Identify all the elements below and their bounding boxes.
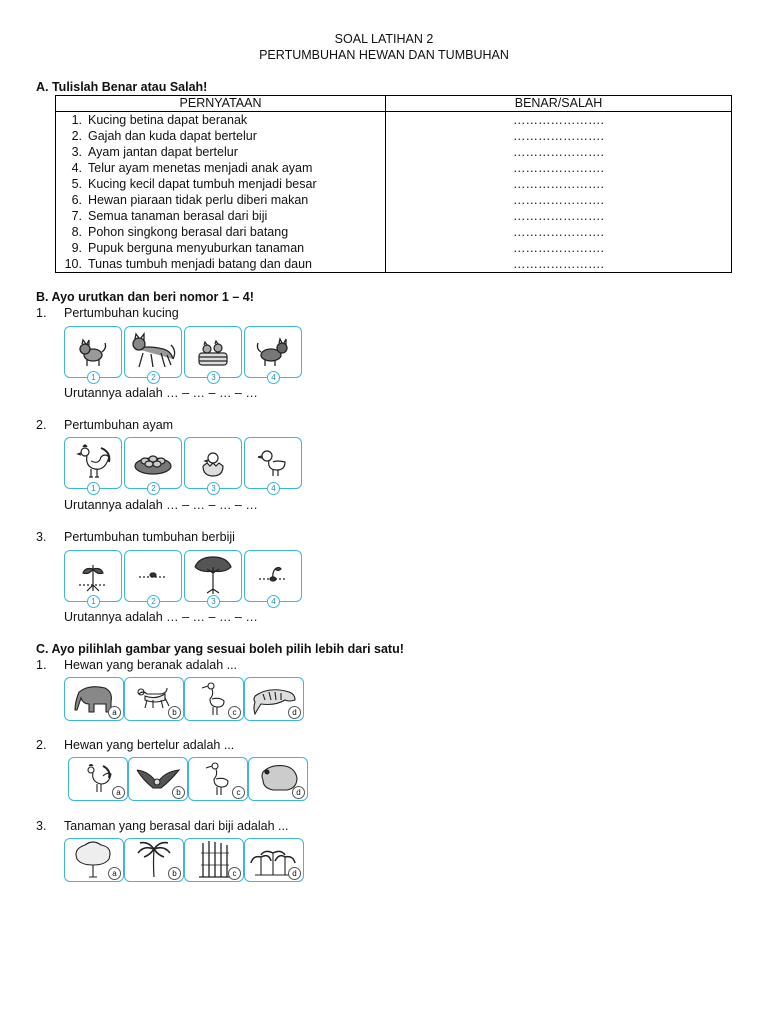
question-c2: 2. Hewan yang bertelur adalah ... — [36, 738, 235, 752]
eggs-nest-icon[interactable] — [124, 437, 182, 493]
section-c-heading: C. Ayo pilihlah gambar yang sesuai boleh pilih lebih dari satu! — [36, 642, 404, 656]
image-strip-b2 — [64, 437, 304, 491]
option-badge: c — [228, 706, 241, 719]
rooster-icon[interactable] — [64, 437, 122, 493]
statement-row: 10. Tunas tumbuh menjadi batang dan daun — [64, 257, 313, 271]
heron-icon[interactable] — [188, 757, 248, 801]
answer-blank[interactable]: …………………. — [513, 161, 604, 175]
number-badge: 2 — [147, 595, 160, 608]
statements-cell — [56, 112, 386, 273]
statement-row: 4. Telur ayam menetas menjadi anak ayam — [71, 161, 313, 175]
answer-blank[interactable]: …………………. — [513, 129, 604, 143]
option-badge: b — [168, 867, 181, 880]
answer-blank[interactable]: …………………. — [513, 225, 604, 239]
answer-blank[interactable]: …………………. — [513, 113, 604, 127]
heron-icon[interactable] — [184, 677, 244, 721]
number-badge: 4 — [267, 371, 280, 384]
statement-row: 5. Kucing kecil dapat tumbuh menjadi besar — [71, 177, 317, 191]
bear-icon[interactable] — [248, 757, 308, 801]
number-badge: 2 — [147, 371, 160, 384]
option-badge: d — [288, 706, 301, 719]
answer-blank[interactable]: …………………. — [513, 257, 604, 271]
answer-blank[interactable]: …………………. — [513, 145, 604, 159]
number-badge: 1 — [87, 482, 100, 495]
statement-row: 7. Semua tanaman berasal dari biji — [71, 209, 268, 223]
answer-line-b1[interactable]: Urutannya adalah … – … – … – … — [64, 386, 258, 400]
image-strip-c2 — [68, 757, 308, 801]
statement-row: 8. Pohon singkong berasal dari batang — [71, 225, 289, 239]
column-header-statement: PERNYATAAN — [56, 96, 386, 112]
question-c1: 1. Hewan yang beranak adalah ... — [36, 658, 238, 672]
option-badge: c — [228, 867, 241, 880]
section-b-heading: B. Ayo urutkan dan beri nomor 1 – 4! — [36, 290, 254, 304]
seed-icon[interactable] — [124, 550, 182, 606]
number-badge: 2 — [147, 482, 160, 495]
answer-line-b2[interactable]: Urutannya adalah … – … – … – … — [64, 498, 258, 512]
dog-icon[interactable] — [124, 677, 184, 721]
answer-blank[interactable]: …………………. — [513, 209, 604, 223]
answer-blank[interactable]: …………………. — [513, 177, 604, 191]
question-b2: 2. Pertumbuhan ayam — [36, 418, 174, 432]
page-subtitle: PERTUMBUHAN HEWAN DAN TUMBUHAN — [259, 48, 509, 62]
number-badge: 1 — [87, 595, 100, 608]
option-badge: d — [288, 867, 301, 880]
option-badge: c — [232, 786, 245, 799]
statement-row: 6. Hewan piaraan tidak perlu diberi makan — [71, 193, 309, 207]
tiger-icon[interactable] — [244, 677, 304, 721]
question-b3: 3. Pertumbuhan tumbuhan berbiji — [36, 530, 235, 544]
number-badge: 3 — [207, 482, 220, 495]
kitten-icon[interactable] — [64, 326, 122, 382]
young-cat-icon[interactable] — [244, 326, 302, 382]
palm-tree-icon[interactable] — [124, 838, 184, 882]
image-strip-b1 — [64, 326, 304, 380]
option-badge: d — [292, 786, 305, 799]
kittens-basket-icon[interactable] — [184, 326, 242, 382]
tree-icon[interactable] — [64, 838, 124, 882]
statement-row: 9. Pupuk berguna menyuburkan tanaman — [71, 241, 305, 255]
image-strip-c3 — [64, 838, 308, 882]
banana-plant-icon[interactable] — [244, 838, 304, 882]
page-title: SOAL LATIHAN 2 — [334, 32, 434, 46]
option-badge: b — [168, 706, 181, 719]
answers-cell — [386, 112, 732, 273]
tree-icon[interactable] — [184, 550, 242, 606]
seedling-icon[interactable] — [64, 550, 122, 606]
sprout-icon[interactable] — [244, 550, 302, 606]
statement-row: 1. Kucing betina dapat beranak — [71, 113, 248, 127]
question-c3: 3. Tanaman yang berasal dari biji adalah ... — [36, 819, 289, 833]
section-a-heading: A. Tulislah Benar atau Salah! — [36, 80, 208, 94]
statement-row: 2. Gajah dan kuda dapat bertelur — [71, 129, 257, 143]
cat-icon[interactable] — [124, 326, 182, 382]
image-strip-b3 — [64, 550, 304, 604]
option-badge: a — [112, 786, 125, 799]
true-false-table — [55, 95, 732, 273]
statement-row: 3. Ayam jantan dapat bertelur — [71, 145, 238, 159]
elephant-icon[interactable] — [64, 677, 124, 721]
number-badge: 3 — [207, 595, 220, 608]
number-badge: 4 — [267, 595, 280, 608]
answer-line-b3[interactable]: Urutannya adalah … – … – … – … — [64, 610, 258, 624]
column-header-answer: BENAR/SALAH — [386, 96, 732, 112]
chick-icon[interactable] — [244, 437, 302, 493]
bamboo-icon[interactable] — [184, 838, 244, 882]
eagle-icon[interactable] — [128, 757, 188, 801]
rooster-icon[interactable] — [68, 757, 128, 801]
option-badge: b — [172, 786, 185, 799]
option-badge: a — [108, 867, 121, 880]
option-badge: a — [108, 706, 121, 719]
answer-blank[interactable]: …………………. — [513, 193, 604, 207]
question-b1: 1. Pertumbuhan kucing — [36, 306, 179, 320]
number-badge: 3 — [207, 371, 220, 384]
number-badge: 4 — [267, 482, 280, 495]
answer-blank[interactable]: …………………. — [513, 241, 604, 255]
number-badge: 1 — [87, 371, 100, 384]
image-strip-c1 — [64, 677, 306, 721]
hatching-chick-icon[interactable] — [184, 437, 242, 493]
